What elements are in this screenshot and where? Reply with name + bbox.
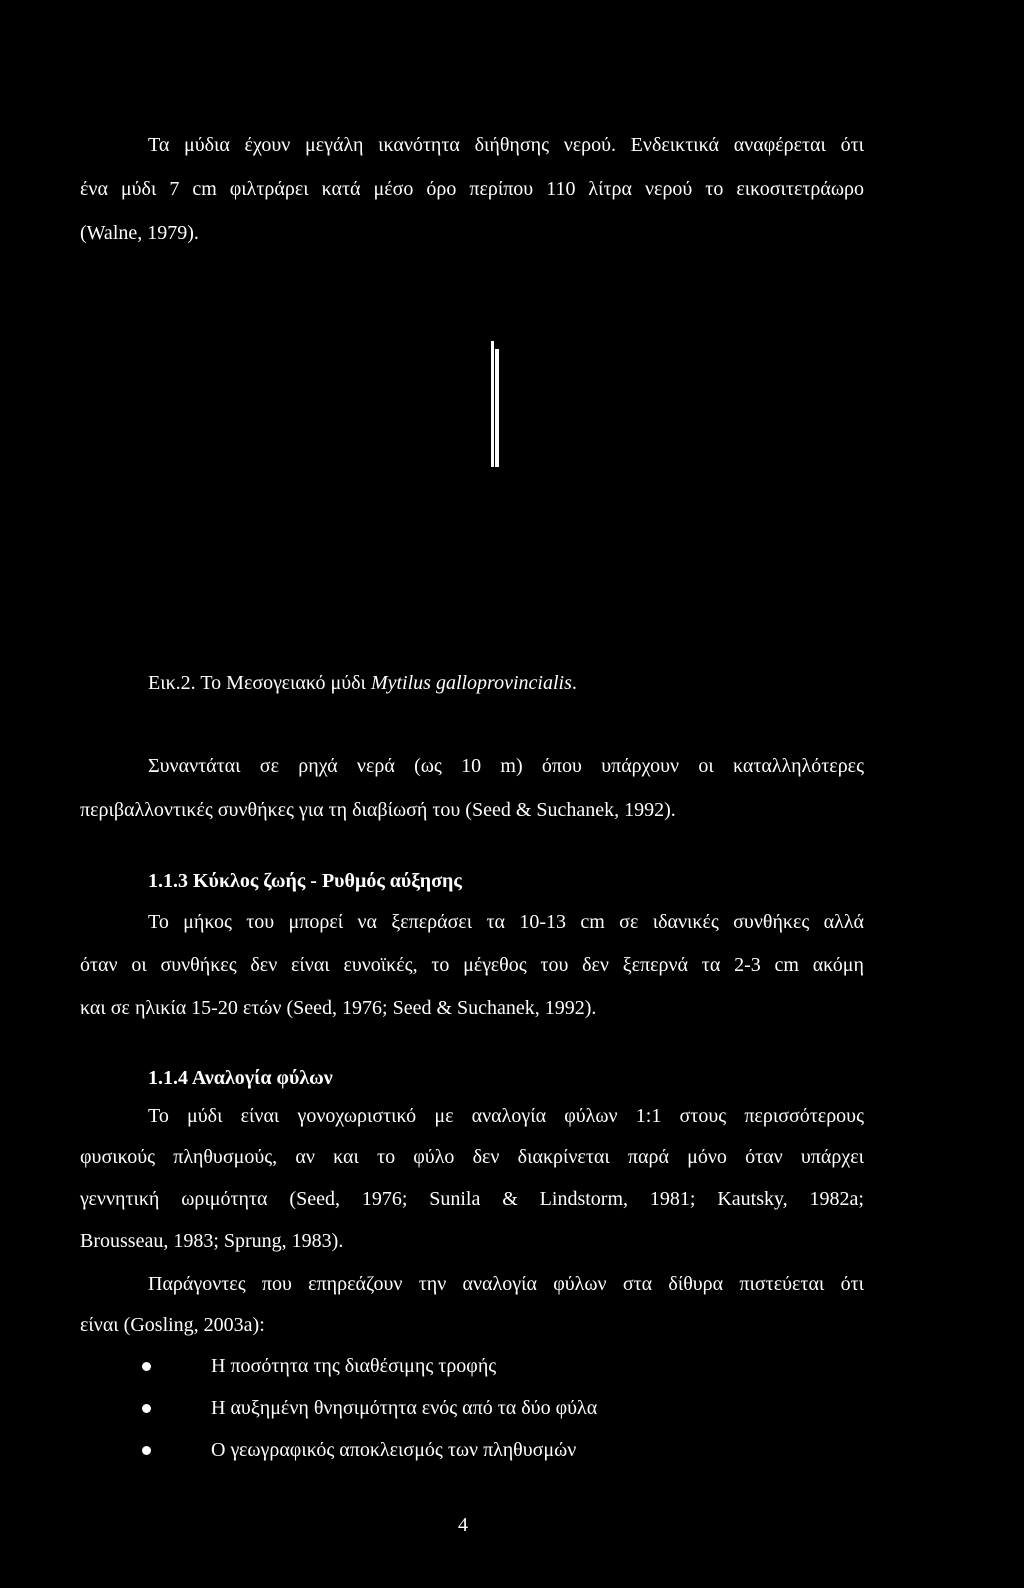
section-heading-1-1-4: 1.1.4 Αναλογία φύλων — [148, 1067, 333, 1089]
section3-line2: όταν οι συνθήκες δεν είναι ευνοϊκές, το μέγεθος του δεν ξεπερνά τα 2-3 cm ακόμη — [80, 954, 864, 976]
list-item: Η αυξημένη θνησιμότητα ενός από τα δύο φύλα — [211, 1397, 598, 1419]
para1-line1: Τα μύδια έχουν μεγάλη ικανότητα διήθησης νερού. Ενδεικτικά αναφέρεται ότι — [148, 134, 864, 156]
species-name: Mytilus galloprovincialis — [370, 672, 572, 694]
para2-line1: Συναντάται σε ρηχά νερά (ως 10 m) όπου υπάρχουν οι καταλληλότερες — [148, 755, 864, 777]
para1-line3: (Walne, 1979). — [80, 222, 199, 244]
section4-line2: φυσικούς πληθυσμούς, αν και το φύλο δεν διακρίνεται παρά μόνο όταν υπάρχει — [80, 1146, 864, 1168]
list-item: Η ποσότητα της διαθέσιμης τροφής — [211, 1355, 497, 1377]
para2-line2: περιβαλλοντικές συνθήκες για τη διαβίωσή του (Seed & Suchanek, 1992). — [80, 799, 676, 821]
section4-line1: Το μύδι είναι γονοχωριστικό με αναλογία φύλων 1:1 στους περισσότερους — [148, 1105, 864, 1127]
section3-line1: Το μήκος του μπορεί να ξεπεράσει τα 10-13 cm σε ιδανικές συνθήκες αλλά — [148, 911, 864, 933]
bullet-dot — [142, 1362, 151, 1371]
figure-mussel-image — [491, 341, 499, 467]
para1-line2: ένα μύδι 7 cm φιλτράρει κατά μέσο όρο περίπου 110 λίτρα νερού το εικοσιτετράωρο — [80, 178, 864, 200]
list-item: Ο γεωγραφικός αποκλεισμός των πληθυσμών — [211, 1439, 577, 1461]
bullet-dot — [142, 1446, 151, 1455]
figure-caption: Εικ.2. Το Μεσογειακό μύδι Mytilus galloprovincialis. — [148, 672, 577, 694]
bullet-dot — [142, 1404, 151, 1413]
page-number: 4 — [458, 1514, 468, 1536]
section-heading-1-1-3: 1.1.3 Κύκλος ζωής - Ρυθμός αύξησης — [148, 870, 462, 892]
section3-line3: και σε ηλικία 15-20 ετών (Seed, 1976; Seed & Suchanek, 1992). — [80, 997, 597, 1019]
section4-line6: είναι (Gosling, 2003a): — [80, 1314, 265, 1336]
section4-line4: Brousseau, 1983; Sprung, 1983). — [80, 1230, 344, 1252]
section4-line3: γεννητική ωριμότητα (Seed, 1976; Sunila & Lindstorm, 1981; Kautsky, 1982a; — [80, 1188, 864, 1210]
section4-line5: Παράγοντες που επηρεάζουν την αναλογία φύλων στα δίθυρα πιστεύεται ότι — [148, 1273, 864, 1295]
